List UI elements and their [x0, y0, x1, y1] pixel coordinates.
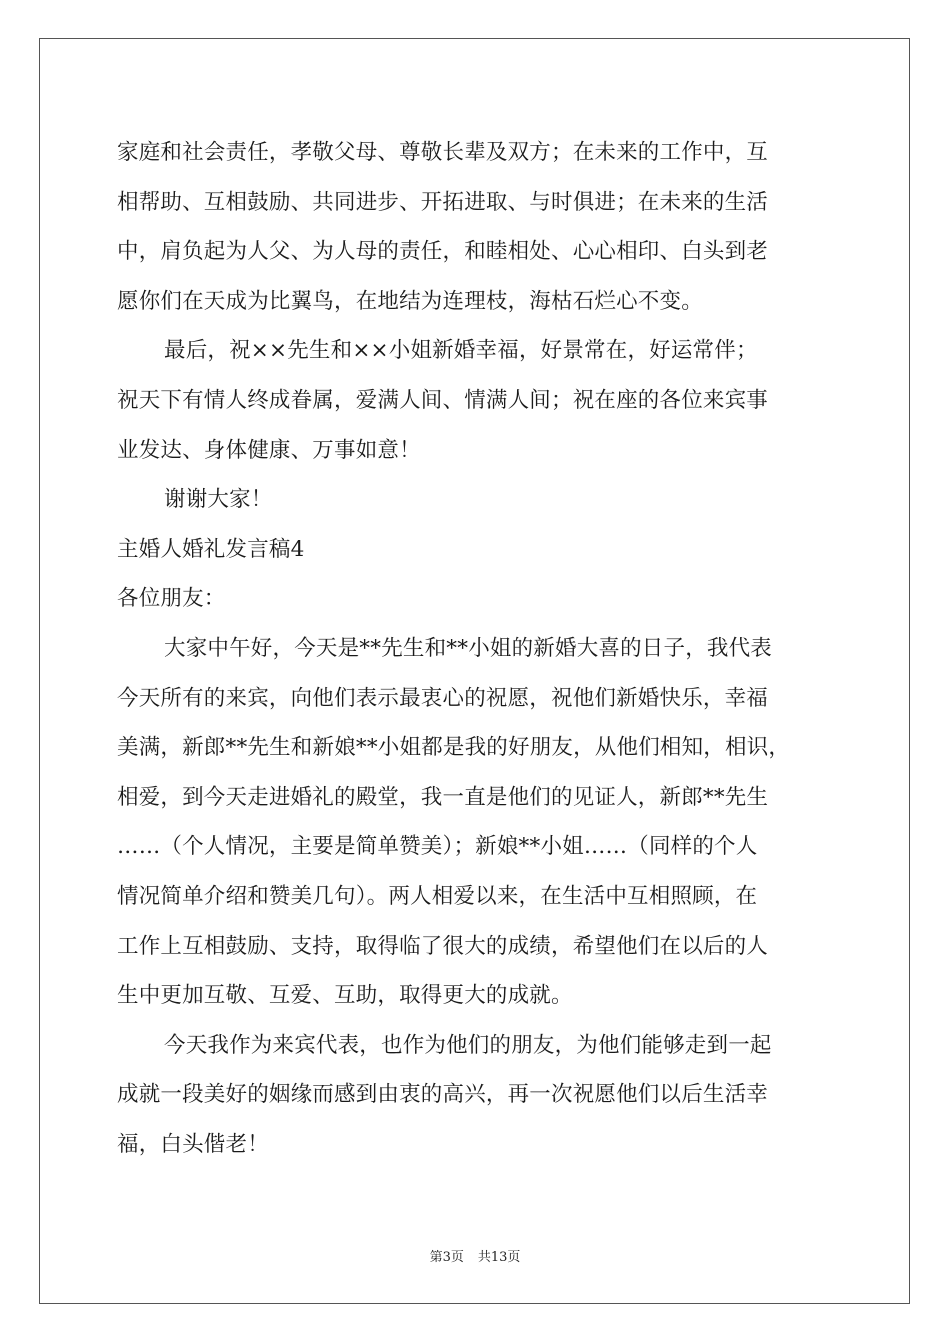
text-line: 情况简单介绍和赞美几句）。两人相爱以来，在生活中互相照顾，在	[117, 883, 758, 909]
text-line: 福，白头偕老！	[117, 1131, 269, 1157]
text-line: 美满，新郎**先生和新娘**小姐都是我的好朋友，从他们相知，相识，	[117, 735, 791, 761]
text-line: 中，肩负起为人父、为人母的责任，和睦相处、心心相印、白头到老	[117, 239, 769, 265]
text-line: 相爱，到今天走进婚礼的殿堂，我一直是他们的见证人，新郎**先生	[117, 784, 769, 810]
section-heading: 主婚人婚礼发言稿4	[117, 536, 305, 562]
text-line: 愿你们在天成为比翼鸟，在地结为连理枝，海枯石烂心不变。	[117, 288, 703, 314]
text-line: 谢谢大家！	[164, 487, 273, 513]
text-line: 家庭和社会责任，孝敬父母、尊敬长辈及双方；在未来的工作中，互	[117, 140, 769, 165]
page-footer	[0, 1246, 950, 1265]
page-number: 第3页	[429, 1250, 464, 1265]
salutation: 各位朋友：	[117, 586, 226, 612]
text-line: 今天我作为来宾代表，也作为他们的朋友，为他们能够走到一起	[164, 1032, 772, 1058]
page-total: 共13页	[477, 1250, 521, 1265]
text-line: 最后，祝××先生和××小姐新婚幸福，好景常在，好运常伴；	[164, 338, 758, 364]
text-line: 业发达、身体健康、万事如意！	[117, 437, 421, 463]
text-line: 今天所有的来宾，向他们表示最衷心的祝愿，祝他们新婚快乐，幸福	[117, 685, 769, 711]
text-line: 相帮助、互相鼓励、共同进步、开拓进取、与时俱进；在未来的生活	[117, 189, 769, 215]
document-body	[117, 128, 837, 1169]
text-line: 大家中午好，今天是**先生和**小姐的新婚大喜的日子，我代表	[164, 635, 773, 661]
text-line: 成就一段美好的姻缘而感到由衷的高兴，再一次祝愿他们以后生活幸	[117, 1082, 769, 1108]
text-line: 生中更加互敬、互爱、互助，取得更大的成就。	[117, 983, 573, 1009]
text-line: 工作上互相鼓励、支持，取得临了很大的成绩，希望他们在以后的人	[117, 933, 769, 959]
text-line: 祝天下有情人终成眷属，爱满人间、情满人间；祝在座的各位来宾事	[117, 387, 769, 413]
text-line: ……（个人情况，主要是简单赞美）；新娘**小姐……（同样的个人	[117, 834, 758, 860]
